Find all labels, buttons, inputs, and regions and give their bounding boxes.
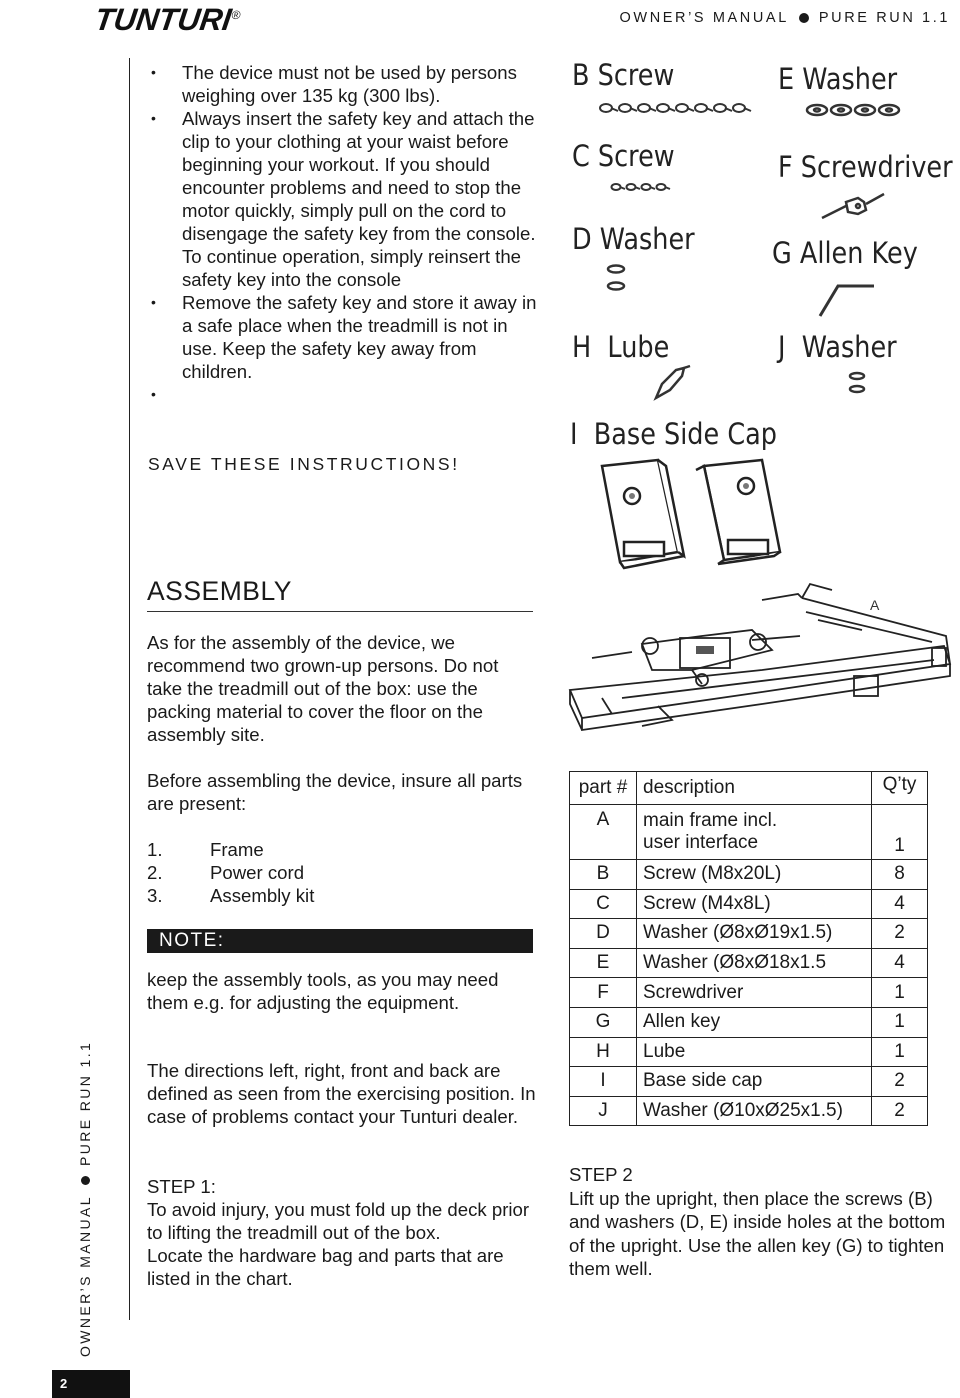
part-label-b: B Screw [572, 58, 675, 92]
qty-cell: 1 [872, 978, 928, 1008]
qty-cell: 4 [872, 948, 928, 978]
part-cell: D [570, 919, 637, 949]
table-row [570, 860, 928, 890]
table-row [570, 978, 928, 1008]
step2-block [569, 1163, 954, 1281]
safety-bullet-empty [148, 383, 538, 406]
side-running-title: OWNER’S MANUALPURE RUN 1.1 [77, 1040, 93, 1357]
list-item: 2. Power cord [147, 862, 305, 883]
part-cell: A [570, 805, 637, 860]
part-cell: H [570, 1037, 637, 1067]
heading-rule [147, 611, 533, 612]
table-row [570, 889, 928, 919]
list-item: 1. Frame [147, 839, 264, 860]
save-instructions: SAVE THESE INSTRUCTIONS! [148, 454, 460, 474]
table-row [570, 948, 928, 978]
allen-key-icon [818, 280, 878, 320]
part-cell: I [570, 1067, 637, 1097]
part-cell: E [570, 948, 637, 978]
model-name: PURE RUN 1.1 [818, 10, 950, 26]
qty-cell: 1 [872, 1037, 928, 1067]
safety-list [148, 61, 538, 406]
brand-logo: TUNTURI® [92, 2, 242, 37]
note-text: keep the assembly tools, as you may need them e.g. for adjusting the equipment. [147, 969, 499, 1013]
table-row [570, 1096, 928, 1126]
bullet-dot-icon [799, 13, 809, 23]
column-header: Q’ty [872, 772, 928, 805]
part-label-f: F Screwdriver [778, 150, 953, 184]
part-label-c: C Screw [572, 139, 675, 173]
step1-text: To avoid injury, you must fold up the deck prior to lifting the treadmill out of the box. [147, 1199, 530, 1243]
table-header-row [570, 772, 928, 805]
safety-bullet: • Always insert the safety key and attach the clip to your clothing at your waist before beginning your workout. If you should encounter problems and need to stop the motor quickly, simply pull on the cord to disengage the safety key from the console. To continue operation, simply reinsert the safety key into the console [148, 107, 538, 291]
description-cell: Lube [637, 1037, 872, 1067]
screw-c-icon [610, 180, 680, 196]
description-cell: Washer (Ø8xØ18x1.5 [637, 948, 872, 978]
base-side-cap-icon [596, 456, 786, 572]
column-header: part # [570, 772, 637, 805]
table-row [570, 919, 928, 949]
parts-present-list [147, 838, 527, 907]
part-cell: B [570, 860, 637, 890]
description-cell: Base side cap [637, 1067, 872, 1097]
screwdriver-icon [818, 188, 888, 228]
part-label-h: H Lube [572, 330, 670, 364]
column-header: description [637, 772, 872, 805]
table-row [570, 1067, 928, 1097]
qty-cell: 1 [872, 805, 928, 860]
table-row [570, 805, 928, 860]
part-label-i: I Base Side Cap [570, 417, 777, 451]
note-banner: NOTE: [147, 929, 533, 953]
lube-icon [652, 364, 692, 402]
safety-bullet: • The device must not be used by persons weighing over 135 kg (300 lbs). [148, 61, 538, 107]
page-number: 2 [60, 1376, 68, 1391]
qty-cell: 2 [872, 1096, 928, 1126]
safety-bullet: • Remove the safety key and store it away in a safe place when the treadmill is not in use. Keep the safety key away from children. [148, 291, 538, 383]
part-label-e: E Washer [778, 62, 898, 96]
washer-j-icon [846, 370, 870, 396]
part-cell: G [570, 1007, 637, 1037]
section-heading-assembly: ASSEMBLY [147, 576, 292, 606]
washer-e-icon [805, 100, 905, 120]
manual-title: OWNER’S MANUAL [619, 10, 789, 26]
frame-label: A [870, 597, 880, 613]
part-label-d: D Washer [572, 222, 695, 256]
qty-cell: 8 [872, 860, 928, 890]
part-label-j: J Washer [778, 330, 897, 364]
description-line: user interface [643, 832, 759, 853]
qty-cell: 2 [872, 1067, 928, 1097]
qty-cell: 4 [872, 889, 928, 919]
qty-cell: 2 [872, 919, 928, 949]
table-row [570, 1037, 928, 1067]
assembly-intro: As for the assembly of the device, we recommend two grown-up persons. Do not take the treadmill out of the box: use the packing material to cover the floor on the assembly site. [147, 632, 499, 745]
description-cell: Screw (M4x8L) [637, 889, 872, 919]
table-row [570, 1007, 928, 1037]
bullet-dot-icon [81, 1176, 90, 1185]
part-cell: F [570, 978, 637, 1008]
running-header [620, 10, 950, 26]
description-cell: Allen key [637, 1007, 872, 1037]
description-cell [637, 805, 872, 860]
description-cell: Washer (Ø8xØ19x1.5) [637, 919, 872, 949]
treadmill-illustration [562, 580, 957, 750]
part-cell: C [570, 889, 637, 919]
description-cell: Screwdriver [637, 978, 872, 1008]
list-item: 3. Assembly kit [147, 885, 315, 906]
description-line: main frame incl. [643, 810, 778, 831]
margin-rule [129, 58, 130, 1320]
description-cell: Washer (Ø10xØ25x1.5) [637, 1096, 872, 1126]
step1-block [147, 1175, 537, 1290]
washer-d-icon [605, 262, 629, 294]
part-label-g: G Allen Key [772, 236, 918, 270]
step2-title: STEP 2 [569, 1164, 633, 1185]
step2-text: Lift up the upright, then place the screws (B) and washers (D, E) inside holes at the bottom of the upright. Use the allen key (G) to tighten them well. [569, 1187, 946, 1279]
qty-cell: 1 [872, 1007, 928, 1037]
screw-b-icon [598, 99, 758, 119]
description-cell: Screw (M8x20L) [637, 860, 872, 890]
part-cell: J [570, 1096, 637, 1126]
step1-text-2: Locate the hardware bag and parts that are listed in the chart. [147, 1245, 504, 1289]
parts-table [569, 771, 928, 1126]
directions-text: The directions left, right, front and back are defined as seen from the exercising position. In case of problems contact your Tunturi dealer. [147, 1060, 536, 1127]
step1-title: STEP 1: [147, 1176, 216, 1197]
before-assembling-text: Before assembling the device, insure all parts are present: [147, 770, 523, 814]
